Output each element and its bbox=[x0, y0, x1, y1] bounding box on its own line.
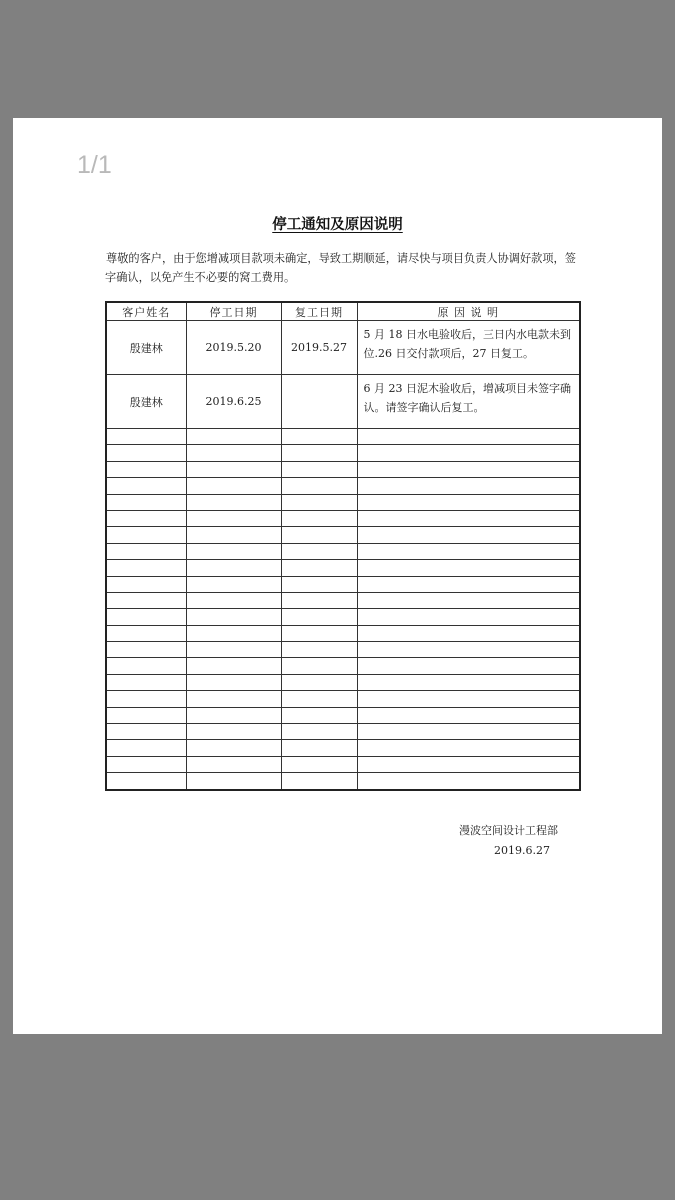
empty-cell bbox=[357, 510, 580, 526]
empty-cell bbox=[186, 461, 281, 477]
empty-table-row bbox=[106, 478, 580, 494]
cell-customer-name: 殷建林 bbox=[106, 375, 186, 429]
empty-cell bbox=[281, 576, 357, 592]
empty-cell bbox=[106, 658, 186, 674]
table-row bbox=[106, 321, 580, 375]
empty-cell bbox=[281, 445, 357, 461]
empty-cell bbox=[106, 543, 186, 559]
empty-cell bbox=[106, 707, 186, 723]
empty-table-row bbox=[106, 560, 580, 576]
empty-cell bbox=[357, 461, 580, 477]
empty-cell bbox=[186, 707, 281, 723]
empty-cell bbox=[357, 642, 580, 658]
empty-cell bbox=[357, 625, 580, 641]
empty-cell bbox=[357, 609, 580, 625]
empty-cell bbox=[281, 658, 357, 674]
empty-cell bbox=[106, 592, 186, 608]
empty-cell bbox=[357, 707, 580, 723]
empty-cell bbox=[186, 773, 281, 790]
empty-cell bbox=[106, 609, 186, 625]
empty-cell bbox=[106, 756, 186, 772]
empty-cell bbox=[186, 543, 281, 559]
empty-cell bbox=[186, 510, 281, 526]
empty-cell bbox=[281, 724, 357, 740]
empty-table-row bbox=[106, 756, 580, 772]
empty-cell bbox=[106, 740, 186, 756]
empty-cell bbox=[106, 773, 186, 790]
empty-cell bbox=[281, 740, 357, 756]
empty-cell bbox=[281, 543, 357, 559]
empty-cell bbox=[106, 691, 186, 707]
empty-cell bbox=[281, 642, 357, 658]
empty-cell bbox=[357, 543, 580, 559]
empty-table-row bbox=[106, 658, 580, 674]
empty-cell bbox=[281, 756, 357, 772]
empty-cell bbox=[106, 445, 186, 461]
empty-cell bbox=[357, 674, 580, 690]
stoppage-table bbox=[105, 301, 581, 791]
cell-resume-date bbox=[281, 375, 357, 429]
empty-cell bbox=[281, 625, 357, 641]
empty-cell bbox=[106, 461, 186, 477]
empty-cell bbox=[281, 510, 357, 526]
document-page bbox=[13, 118, 662, 1034]
empty-cell bbox=[186, 756, 281, 772]
empty-cell bbox=[357, 560, 580, 576]
empty-cell bbox=[186, 609, 281, 625]
empty-cell bbox=[357, 429, 580, 445]
empty-table-row bbox=[106, 445, 580, 461]
empty-table-row bbox=[106, 642, 580, 658]
table-row bbox=[106, 375, 580, 429]
cell-customer-name: 殷建林 bbox=[106, 321, 186, 375]
empty-cell bbox=[186, 625, 281, 641]
empty-cell bbox=[281, 527, 357, 543]
cell-stop-date: 2019.5.20 bbox=[186, 321, 281, 375]
empty-table-row bbox=[106, 674, 580, 690]
cell-resume-date: 2019.5.27 bbox=[281, 321, 357, 375]
empty-cell bbox=[186, 691, 281, 707]
empty-cell bbox=[186, 445, 281, 461]
empty-cell bbox=[186, 527, 281, 543]
empty-cell bbox=[186, 494, 281, 510]
empty-table-row bbox=[106, 691, 580, 707]
empty-cell bbox=[186, 560, 281, 576]
empty-cell bbox=[186, 740, 281, 756]
empty-cell bbox=[357, 773, 580, 790]
empty-table-row bbox=[106, 494, 580, 510]
empty-cell bbox=[281, 429, 357, 445]
empty-table-row bbox=[106, 740, 580, 756]
empty-rows bbox=[106, 429, 580, 790]
empty-cell bbox=[186, 576, 281, 592]
empty-cell bbox=[357, 527, 580, 543]
header-customer-name: 客户姓名 bbox=[106, 302, 186, 321]
empty-cell bbox=[281, 674, 357, 690]
empty-cell bbox=[281, 494, 357, 510]
empty-cell bbox=[106, 560, 186, 576]
empty-cell bbox=[106, 429, 186, 445]
intro-paragraph: 尊敬的客户，由于您增减项目款项未确定，导致工期顺延，请尽快与项目负责人协调好款项，签字确认，以免产生不必要的窝工费用。 bbox=[105, 252, 576, 284]
header-reason: 原 因 说 明 bbox=[357, 302, 580, 321]
empty-cell bbox=[281, 691, 357, 707]
header-resume-date: 复工日期 bbox=[281, 302, 357, 321]
empty-cell bbox=[281, 461, 357, 477]
empty-cell bbox=[357, 445, 580, 461]
signature-date: 2019.6.27 bbox=[494, 844, 550, 857]
empty-cell bbox=[186, 429, 281, 445]
empty-cell bbox=[357, 740, 580, 756]
empty-cell bbox=[357, 592, 580, 608]
empty-cell bbox=[281, 560, 357, 576]
empty-cell bbox=[106, 494, 186, 510]
empty-table-row bbox=[106, 724, 580, 740]
empty-table-row bbox=[106, 543, 580, 559]
empty-cell bbox=[357, 478, 580, 494]
empty-cell bbox=[281, 478, 357, 494]
empty-cell bbox=[186, 592, 281, 608]
empty-cell bbox=[106, 510, 186, 526]
empty-cell bbox=[357, 756, 580, 772]
empty-table-row bbox=[106, 773, 580, 790]
empty-table-row bbox=[106, 625, 580, 641]
empty-cell bbox=[357, 658, 580, 674]
empty-cell bbox=[106, 478, 186, 494]
empty-cell bbox=[186, 478, 281, 494]
empty-cell bbox=[357, 691, 580, 707]
empty-table-row bbox=[106, 609, 580, 625]
page-indicator: 1/1 bbox=[77, 151, 112, 179]
empty-cell bbox=[106, 642, 186, 658]
empty-table-row bbox=[106, 576, 580, 592]
empty-cell bbox=[186, 674, 281, 690]
empty-table-row bbox=[106, 707, 580, 723]
empty-cell bbox=[357, 494, 580, 510]
empty-cell bbox=[281, 707, 357, 723]
empty-table-row bbox=[106, 510, 580, 526]
cell-stop-date: 2019.6.25 bbox=[186, 375, 281, 429]
cell-reason: 6 月 23 日泥木验收后，增减项目未签字确认。请签字确认后复工。 bbox=[357, 375, 580, 429]
empty-table-row bbox=[106, 429, 580, 445]
empty-cell bbox=[106, 625, 186, 641]
table-header-row bbox=[106, 302, 580, 321]
empty-cell bbox=[186, 658, 281, 674]
empty-cell bbox=[186, 642, 281, 658]
header-stop-date: 停工日期 bbox=[186, 302, 281, 321]
empty-cell bbox=[106, 576, 186, 592]
empty-table-row bbox=[106, 592, 580, 608]
document-title: 停工通知及原因说明 bbox=[272, 217, 403, 233]
empty-cell bbox=[106, 674, 186, 690]
empty-cell bbox=[357, 576, 580, 592]
empty-cell bbox=[357, 724, 580, 740]
empty-cell bbox=[281, 609, 357, 625]
empty-cell bbox=[281, 592, 357, 608]
empty-table-row bbox=[106, 527, 580, 543]
empty-cell bbox=[186, 724, 281, 740]
empty-table-row bbox=[106, 461, 580, 477]
signature-company: 漫波空间设计工程部 bbox=[459, 824, 558, 837]
empty-cell bbox=[281, 773, 357, 790]
cell-reason: 5 月 18 日水电验收后，三日内水电款未到位.26 日交付款项后，27 日复工。 bbox=[357, 321, 580, 375]
empty-cell bbox=[106, 724, 186, 740]
signature-block bbox=[459, 821, 558, 861]
empty-cell bbox=[106, 527, 186, 543]
